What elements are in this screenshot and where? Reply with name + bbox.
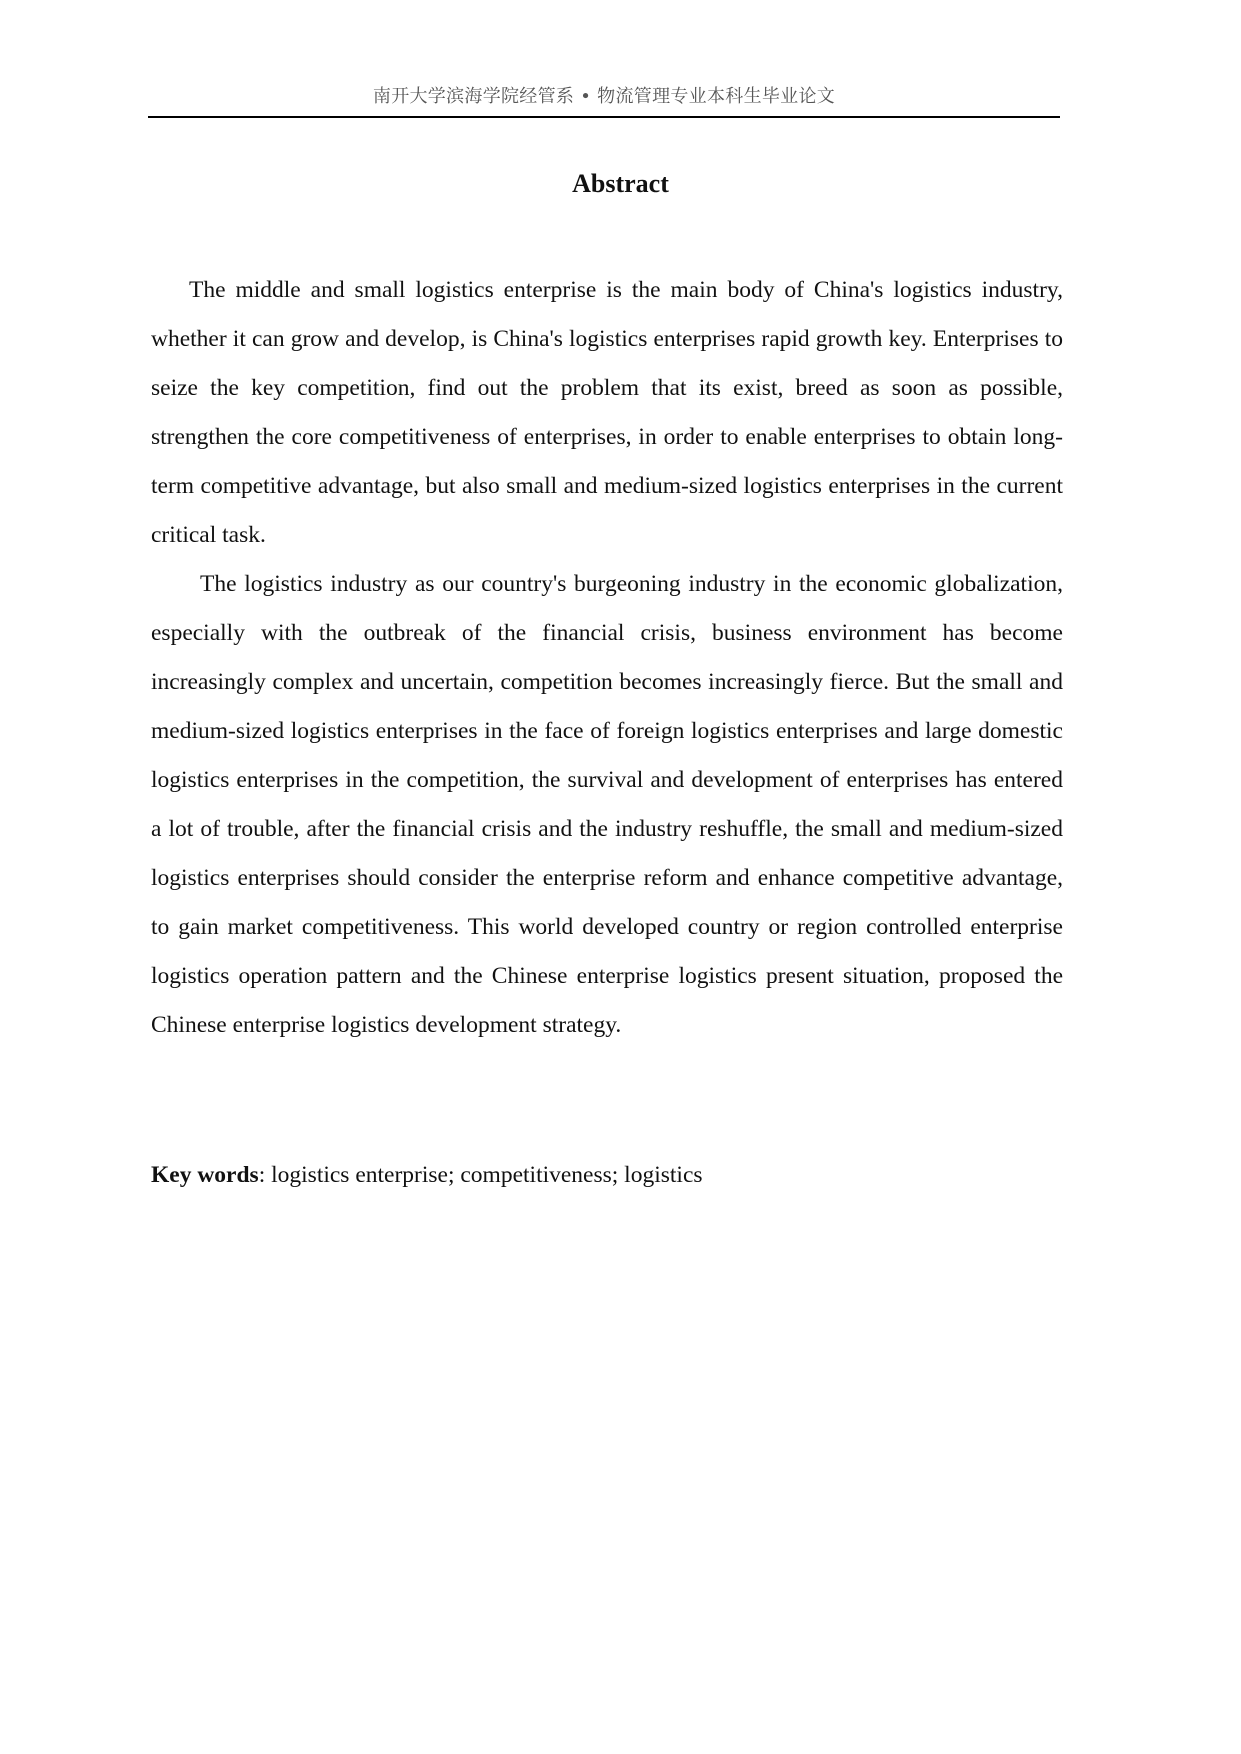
keywords-value: logistics enterprise; competitiveness; logistics xyxy=(271,1162,703,1188)
abstract-paragraph-2: The logistics industry as our country's burgeoning industry in the economic globalization, especially with the outbreak of the financial crisis, business environment has become increasingly complex and uncertain, competition becomes increasingly fierce. But the small and medium-sized logistics enterprises in the face of foreign logistics enterprises and large domestic logistics enterprises in the competition, the survival and development of enterprises has entered a lot of trouble, after the financial crisis and the industry reshuffle, the small and medium-sized logistics enterprises should consider the enterprise reform and enhance competitive advantage, to gain market competitiveness. This world developed country or region controlled enterprise logistics operation pattern and the Chinese enterprise logistics present situation, proposed the Chinese enterprise logistics development strategy. xyxy=(151,571,1063,1038)
page-header xyxy=(148,84,1060,118)
abstract-body xyxy=(151,266,1063,1050)
header-text: 南开大学滨海学院经管系 • 物流管理专业本科生毕业论文 xyxy=(372,86,836,107)
keywords-separator: : xyxy=(258,1162,272,1188)
keywords-line xyxy=(151,1158,1063,1192)
abstract-paragraph-1: The middle and small logistics enterprise is the main body of China's logistics industry, whether it can grow and develop, is China's logistics enterprises rapid growth key. Enterprises to seize the key competition, find out the problem that its exist, breed as soon as possible, strengthen the core competitiveness of enterprises, in order to enable enterprises to obtain long-term competitive advantage, but also small and medium-sized logistics enterprises in the current critical task. xyxy=(151,277,1063,548)
keywords-label: Key words xyxy=(151,1162,259,1188)
abstract-title: Abstract xyxy=(572,169,669,198)
